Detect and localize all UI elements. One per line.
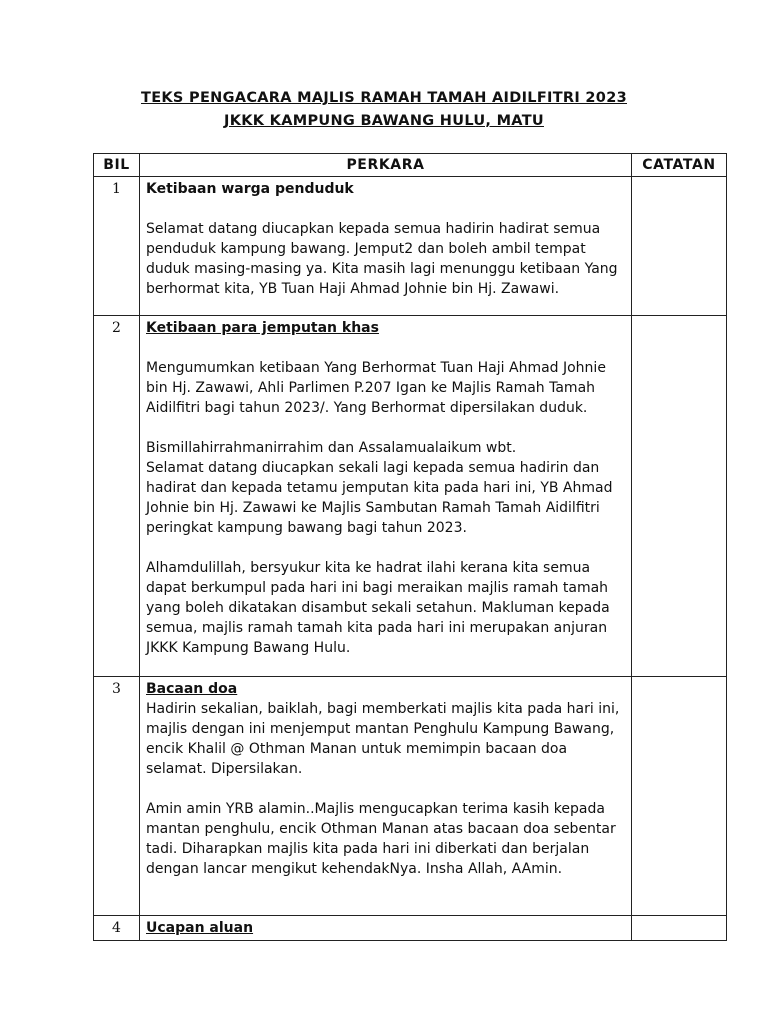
header-catatan: CATATAN [632,154,727,177]
row-heading: Ketibaan para jemputan khas [146,320,379,336]
row-number: 2 [94,316,140,677]
row-notes [632,677,727,916]
document-title: TEKS PENGACARA MAJLIS RAMAH TAMAH AIDILFITRI 2023 [141,90,627,106]
row-paragraph: Amin amin YRB alamin..Majlis mengucapkan terima kasih kepada mantan penghulu, encik Othman Manan atas bacaan doa sebentar tadi. Diharapkan majlis kita pada hari ini diberkati dan berjalan dengan lancar mengikut kehendakNya. Insha Allah, AAmin. [146,801,616,877]
header-bil: BIL [94,154,140,177]
table-row [94,677,727,916]
row-paragraph: Bismillahirrahmanirrahim dan Assalamualaikum wbt. [146,440,517,456]
header-perkara: PERKARA [140,154,632,177]
row-paragraph: Selamat datang diucapkan sekali lagi kepada semua hadirin dan hadirat dan kepada tetamu jemputan kita pada hari ini, YB Ahmad Johnie bin Hj. Zawawi ke Majlis Sambutan Ramah Tamah Aidilfitri peringkat kampung bawang bagi tahun 2023. [146,460,613,536]
row-number: 3 [94,677,140,916]
row-notes [632,316,727,677]
program-table [93,153,727,941]
row-number: 4 [94,916,140,941]
row-content [140,177,632,316]
table-row [94,316,727,677]
row-paragraph: Mengumumkan ketibaan Yang Berhormat Tuan Haji Ahmad Johnie bin Hj. Zawawi, Ahli Parlimen P.207 Igan ke Majlis Ramah Tamah Aidilfitri bagi tahun 2023/. Yang Berhormat dipersilakan duduk. [146,360,606,416]
row-heading: Ucapan aluan [146,920,254,936]
document-subtitle: JKKK KAMPUNG BAWANG HULU, MATU [224,113,544,129]
row-notes [632,177,727,316]
row-number: 1 [94,177,140,316]
table-row [94,177,727,316]
table-header-row [94,154,727,177]
row-heading: Ketibaan warga penduduk [146,181,354,197]
row-paragraph: Selamat datang diucapkan kepada semua hadirin hadirat semua penduduk kampung bawang. Jemput2 dan boleh ambil tempat duduk masing-masing ya. Kita masih lagi menunggu ketibaan Yang berhormat kita, YB Tuan Haji Ahmad Johnie bin Hj. Zawawi. [146,221,618,297]
row-heading: Bacaan doa [146,681,238,697]
row-content [140,316,632,677]
table-row [94,916,727,941]
row-paragraph: Hadirin sekalian, baiklah, bagi memberkati majlis kita pada hari ini, majlis dengan ini menjemput mantan Penghulu Kampung Bawang, encik Khalil @ Othman Manan untuk memimpin bacaan doa selamat. Dipersilakan. [146,701,620,777]
document-header [0,88,768,134]
row-paragraph: Alhamdulillah, bersyukur kita ke hadrat ilahi kerana kita semua dapat berkumpul pada hari ini bagi meraikan majlis ramah tamah yang boleh dikatakan disambut sekali setahun. Makluman kepada semua, majlis ramah tamah kita pada hari ini merupakan anjuran JKKK Kampung Bawang Hulu. [146,560,610,656]
row-content [140,916,632,941]
row-notes [632,916,727,941]
row-content [140,677,632,916]
